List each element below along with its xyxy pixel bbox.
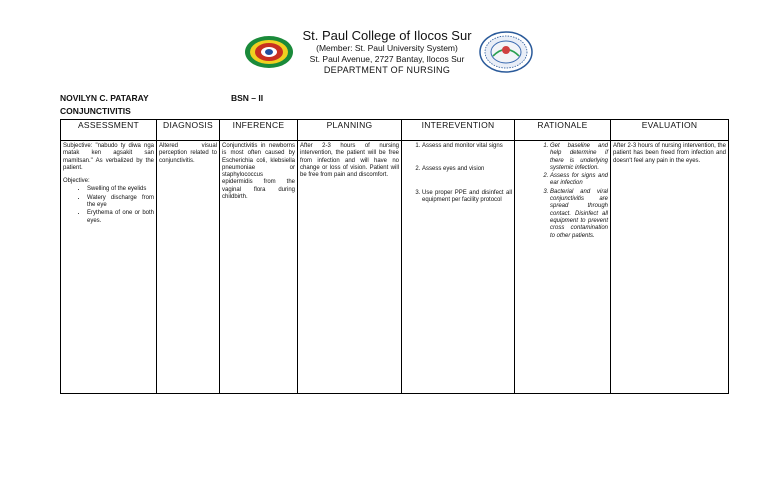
- department-name: DEPARTMENT OF NURSING: [323, 65, 451, 75]
- assessment-cell: [61, 141, 157, 394]
- inference-cell: [220, 141, 298, 394]
- planning-cell: [298, 141, 402, 394]
- objective-item: • Swelling of the eyelids: [87, 186, 154, 193]
- inference-text: Conjunctivitis in newborns is most often caused by Escherichia coli, klebsiella pneumoniae or staphylococcus epidermidis from the vaginal flora during childbirth.: [222, 143, 295, 201]
- rationale-item: 3. Bacterial and viral conjunctivitis are spread through contact. Disinfect all equipment to prevent cross contamination to other patients.: [550, 189, 608, 240]
- header-rationale: RATIONALE: [515, 120, 611, 141]
- header-assessment: ASSESSMENT: [61, 120, 157, 141]
- rationale-cell: [515, 141, 611, 394]
- college-heading: [292, 28, 482, 76]
- objective-item: • Erythema of one or both eyes.: [87, 210, 154, 225]
- table-row: [61, 141, 729, 394]
- diagnosis-cell: [157, 141, 220, 394]
- intervention-item: 1. Assess and monitor vital signs: [422, 143, 512, 150]
- objective-item: • Watery discharge from the eye: [87, 195, 154, 210]
- header-evaluation: EVALUATION: [611, 120, 729, 141]
- rationale-item: 2. Assess for signs and ear infection: [550, 173, 608, 188]
- college-seal-logo: [244, 34, 294, 70]
- evaluation-cell: [611, 141, 729, 394]
- course-label: BSN – II: [231, 93, 264, 103]
- header-planning: PLANNING: [298, 120, 402, 141]
- evaluation-text: After 2-3 hours of nursing intervention, the patient has been freed from infection and doesn't feel any pain in the eyes.: [613, 143, 726, 164]
- nursing-seal-logo: [479, 31, 533, 73]
- member-line: (Member: St. Paul University System): [316, 43, 458, 53]
- college-address: St. Paul Avenue, 2727 Bantay, Ilocos Sur: [309, 54, 465, 64]
- planning-text: After 2-3 hours of nursing intervention, the patient will be free from infection and will have no change or loss of vision. Patient will be free from pain and discomfort.: [300, 143, 399, 179]
- intervention-cell: [402, 141, 515, 394]
- college-name: St. Paul College of Ilocos Sur: [302, 28, 472, 43]
- objective-list: [75, 186, 154, 224]
- header-inference: INFERENCE: [220, 120, 298, 141]
- student-name: NOVILYN C. PATARAY: [60, 93, 149, 103]
- rationale-item: 1. Get baseline and help determine if there is underlying systemic infection.: [550, 143, 608, 172]
- topic-title: CONJUNCTIVITIS: [60, 106, 131, 116]
- nursing-care-plan-table: [60, 119, 729, 394]
- intervention-item: 3. Use proper PPE and disinfect all equipment per facility protocol: [422, 190, 512, 205]
- diagnosis-text: Altered visual perception related to conjunctivitis.: [159, 143, 217, 164]
- header-diagnosis: DIAGNOSIS: [157, 120, 220, 141]
- subjective-data: Subjective: "nabudo ty diwa nga matak ken agsakit san mamitsan." As verbalized by the patient.: [63, 143, 154, 171]
- page-header: [0, 28, 768, 80]
- rationale-list: [517, 143, 608, 240]
- objective-label: Objective:: [63, 178, 90, 185]
- table-header-row: [61, 120, 729, 141]
- intervention-list: [404, 143, 512, 204]
- intervention-item: 2. Assess eyes and vision: [422, 166, 512, 173]
- header-intervention: INTEREVENTION: [402, 120, 515, 141]
